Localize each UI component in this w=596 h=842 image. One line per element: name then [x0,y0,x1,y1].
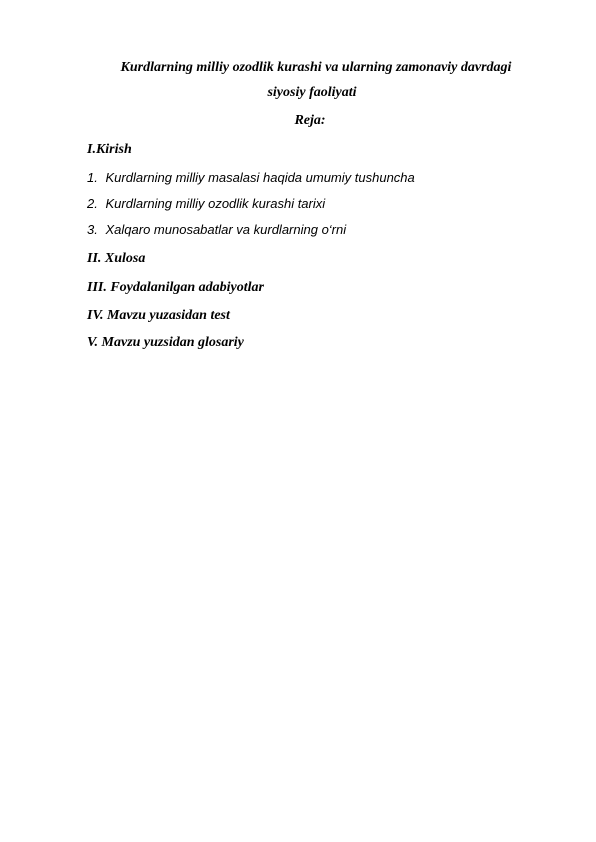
section-conclusion: II. Xulosa [87,251,146,266]
section-test: IV. Mavzu yuzasidan test [87,308,230,323]
section-glossary: V. Mavzu yuzsidan glosariy [87,335,244,350]
list-item [87,169,415,188]
list-item [87,195,325,214]
list-item-number: 2. [87,196,98,211]
list-item [87,221,346,240]
plan-heading: Reja: [294,113,326,128]
document-title-line-1: Kurdlarning milliy ozodlik kurashi va ularning zamonaviy davrdagi [120,60,512,75]
list-item-text: Xalqaro munosabatlar va kurdlarning o‘rni [105,222,347,237]
list-item-number: 3. [87,222,98,237]
list-item-text: Kurdlarning milliy ozodlik kurashi tarixi [105,196,326,211]
section-intro: I.Kirish [87,142,132,157]
list-item-number: 1. [87,170,98,185]
list-item-text: Kurdlarning milliy masalasi haqida umumiy tushuncha [105,170,415,185]
document-title-line-2: siyosiy faoliyati [267,85,357,100]
section-references: III. Foydalanilgan adabiyotlar [87,280,264,295]
